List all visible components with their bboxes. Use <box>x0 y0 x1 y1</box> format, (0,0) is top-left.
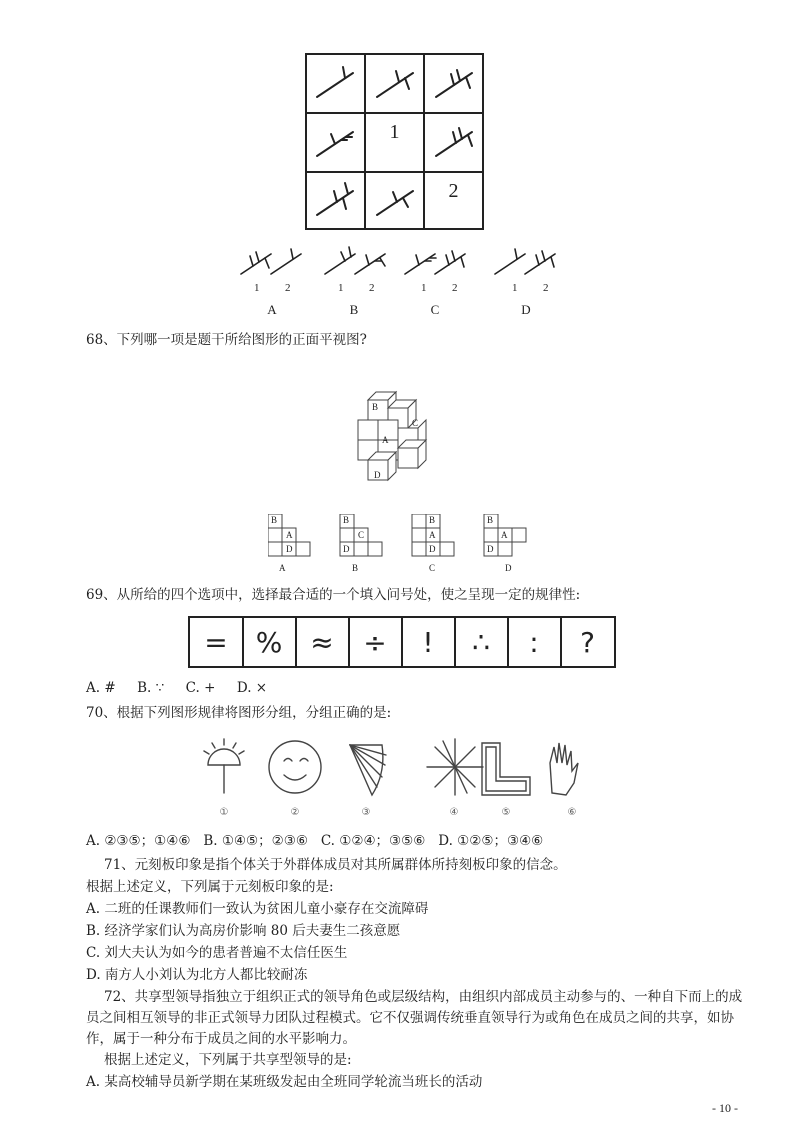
q67-option-c-label: C <box>430 302 440 317</box>
q67-option-b-label: B <box>349 302 359 317</box>
q67-d-sub-2: 2 <box>543 282 549 294</box>
q67-a-sub-1: 1 <box>254 282 260 294</box>
q68-option-b-label: B <box>352 563 359 573</box>
q67-c-sub-2: 2 <box>452 282 458 294</box>
q67-d-sub-1: 1 <box>512 282 518 294</box>
q68-question-text: 68、下列哪一项是题干所给图形的正面平视图? <box>86 332 367 348</box>
q70-figure-4-label: ④ <box>449 807 459 818</box>
q68-opt-c-cell-d: D <box>429 544 436 554</box>
q67-c-sub-1: 1 <box>421 282 427 294</box>
q68-opt-d-cell-a: A <box>501 530 508 540</box>
q69-question-text: 69、从所给的四个选项中，选择最合适的一个填入问号处，使之呈现一定的规律性: <box>86 587 581 603</box>
q68-opt-d-cell-b: B <box>487 515 494 525</box>
q71-option-c: C. 刘大夫认为如今的患者普遍不太信任医生 <box>86 945 348 961</box>
seq-cell-6: ∴ <box>455 618 509 666</box>
grid-cell-1-number: 1 <box>389 121 400 143</box>
q69-symbol-sequence <box>188 616 616 668</box>
q71-option-b: B. 经济学家们认为高房价影响 80 后夫妻生二孩意愿 <box>86 923 401 939</box>
q67-b-sub-2: 2 <box>369 282 375 294</box>
q68-opt-a-cell-b: B <box>271 515 278 525</box>
q68-option-views <box>268 514 538 560</box>
q68-opt-b-cell-c: C <box>358 530 365 540</box>
seq-cell-8: ? <box>580 625 595 659</box>
q70-answer-options: A. ②③⑤；①④⑥ B. ①④⑤；②③⑥ C. ①②④；③⑤⑥ D. ①②⑤；③④⑥ <box>86 833 544 849</box>
q68-opt-c-cell-a: A <box>429 530 436 540</box>
q68-opt-b-cell-d: D <box>343 544 350 554</box>
q67-option-a-label: A <box>267 302 277 317</box>
seq-cell-7: : <box>508 618 562 666</box>
q72-prompt: 根据上述定义，下列属于共享型领导的是: <box>104 1052 352 1068</box>
q67-figure-grid <box>305 53 485 235</box>
q68-option-d-label: D <box>505 563 512 573</box>
q68-opt-c-cell-b: B <box>429 515 436 525</box>
q71-question-text: 71、元刻板印象是指个体关于外群体成员对其所属群体所持刻板印象的信念。 <box>104 857 567 873</box>
seq-cell-1: = <box>190 618 244 666</box>
seq-cell-4: ÷ <box>349 618 403 666</box>
q71-option-a: A. 二班的任课教师们一致认为贫困儿童小豪存在交流障碍 <box>86 901 429 917</box>
q68-opt-d-cell-d: D <box>487 544 494 554</box>
grid-cell-2-number: 2 <box>448 180 459 202</box>
seq-cell-5: ! <box>402 618 456 666</box>
seq-cell-2: % <box>243 618 297 666</box>
q67-option-figures <box>235 244 565 282</box>
q70-figures <box>200 733 600 808</box>
q72-option-a: A. 某高校辅导员新学期在某班级发起由全班同学轮流当班长的活动 <box>86 1074 483 1090</box>
q68-opt-a-cell-a: A <box>286 530 293 540</box>
q70-figure-6-label: ⑥ <box>567 807 577 818</box>
q70-figure-1-label: ① <box>219 807 229 818</box>
q67-b-sub-1: 1 <box>338 282 344 294</box>
q68-option-a-label: A <box>279 563 286 573</box>
q70-figure-5-label: ⑤ <box>501 807 511 818</box>
q68-cube-label-c: C <box>412 418 419 428</box>
q68-cube-label-d: D <box>374 470 381 480</box>
q69-answer-options: A. # B. ∵ C. + D. × <box>86 680 268 696</box>
q72-question-text: 72、共享型领导指独立于组织正式的领导角色或层级结构，由组织内部成员主动参与的、一种自下而上的成员之间相互领导的非正式领导力团队过程模式。它不仅强调传统垂直领导行为或角色在成员之间的共享，如协作，属于一种分布于成员之间的水平影响力。 <box>86 989 743 1047</box>
q67-a-sub-2: 2 <box>285 282 291 294</box>
q71-option-d: D. 南方人小刘认为北方人都比较耐冻 <box>86 967 308 983</box>
page-number: - 10 - <box>712 1101 738 1115</box>
q68-opt-a-cell-d: D <box>286 544 293 554</box>
q71-prompt: 根据上述定义，下列属于元刻板印象的是: <box>86 879 334 895</box>
q68-cube-stack <box>350 380 440 490</box>
q68-opt-b-cell-b: B <box>343 515 350 525</box>
q68-cube-label-a: A <box>382 435 389 445</box>
q68-option-c-label: C <box>429 563 436 573</box>
q68-cube-label-b: B <box>372 402 379 412</box>
q70-figure-3-label: ③ <box>361 807 371 818</box>
q70-question-text: 70、根据下列图形规律将图形分组，分组正确的是: <box>86 705 392 721</box>
q67-option-d-label: D <box>521 302 531 317</box>
seq-cell-3: ≈ <box>296 618 350 666</box>
q70-figure-2-label: ② <box>290 807 300 818</box>
